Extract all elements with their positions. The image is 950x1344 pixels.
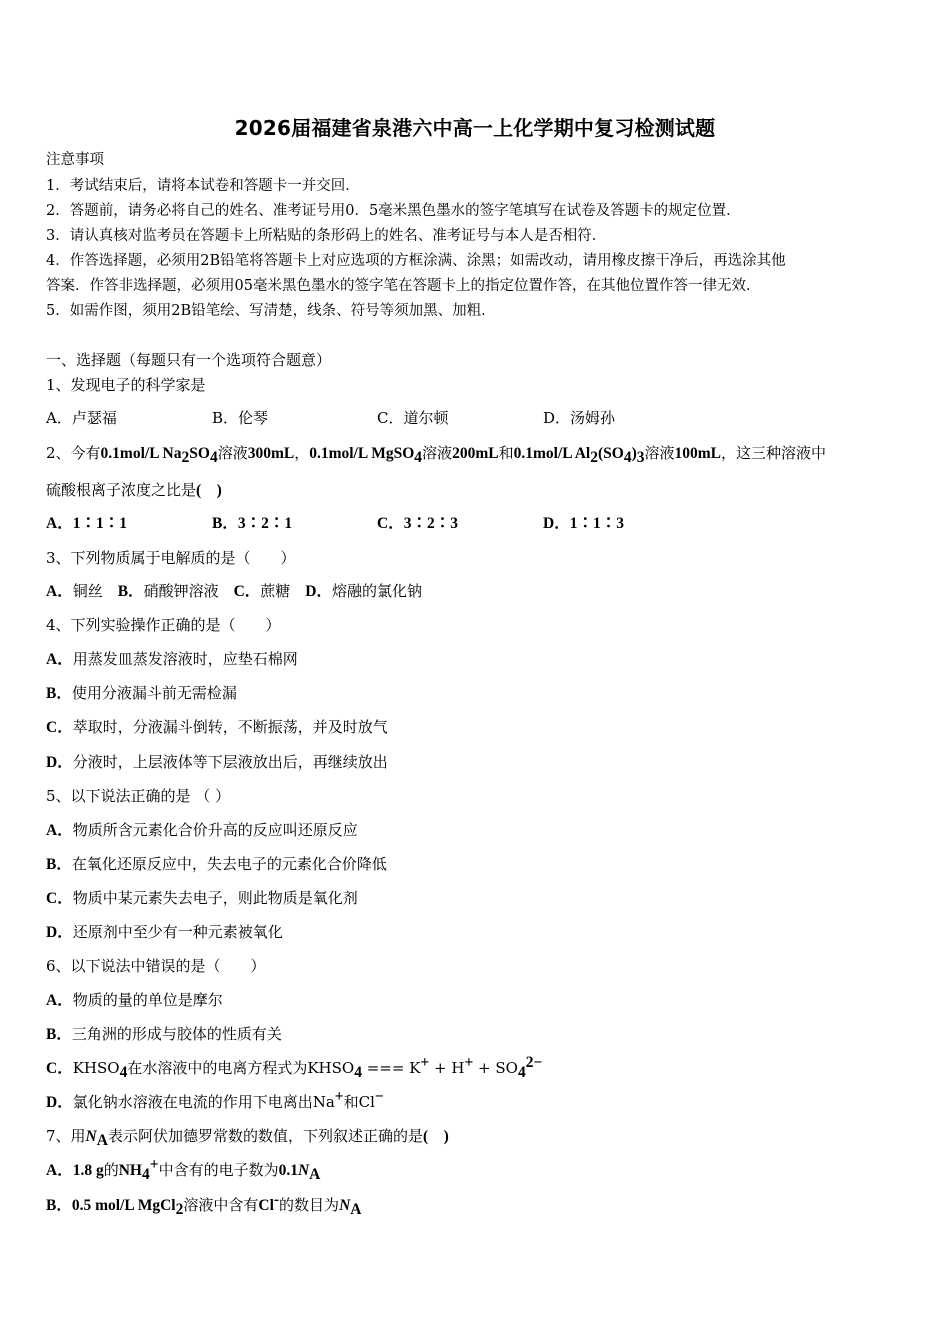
- text-segment: 0.1mol/L Na: [100, 445, 182, 462]
- answer-option: [46, 581, 422, 602]
- text-segment: 3: [636, 449, 645, 466]
- text-segment: B．: [46, 1026, 72, 1043]
- text-segment: 溶液: [217, 444, 248, 462]
- text-segment: A: [350, 1201, 362, 1218]
- text-segment: C．: [46, 719, 73, 736]
- text-segment: C．: [46, 890, 73, 907]
- text-segment: 熔融的氯化钠: [332, 582, 423, 600]
- answer-option: [46, 820, 358, 841]
- text-segment: 3、下列物质属于电解质的是（ ）: [46, 549, 296, 567]
- text-segment: A．: [46, 822, 73, 839]
- text-segment: 的: [103, 1161, 119, 1179]
- note-item: 1．考试结束后，请将本试卷和答题卡一并交回．: [46, 178, 360, 194]
- text-segment: 4: [141, 1166, 150, 1183]
- text-segment: N: [339, 1197, 351, 1214]
- question-text: [46, 480, 222, 501]
- text-segment: 溶液中含有: [183, 1196, 259, 1214]
- text-segment: A．: [46, 583, 73, 600]
- answer-option: [46, 1191, 362, 1218]
- text-segment: 萃取时，分液漏斗倒转，不断振荡，并及时放气: [72, 718, 388, 736]
- text-segment: ( ): [422, 1128, 449, 1145]
- text-segment: 300mL: [247, 445, 295, 462]
- text-segment: D．: [46, 754, 73, 771]
- answer-option: [46, 752, 388, 773]
- text-segment: A．: [46, 1162, 73, 1179]
- text-segment: A: [96, 1132, 108, 1149]
- question-text: [46, 956, 266, 976]
- text-segment: 0.5 mol/L MgCl: [71, 1197, 176, 1214]
- text-segment: 铜丝: [72, 582, 118, 600]
- text-segment: 和: [498, 444, 514, 462]
- note-item: 5．如需作图，须用2B铅笔绘、写清楚，线条、符号等须加黑、加粗．: [46, 303, 496, 319]
- note-item: 3．请认真核对监考员在答题卡上所粘贴的条形码上的姓名、准考证号与本人是否相符．: [46, 228, 607, 244]
- text-segment: 物质中某元素失去电子，则此物质是氧化剂: [72, 889, 358, 907]
- option-c: C．道尔顿: [377, 409, 449, 427]
- answer-option: [46, 683, 237, 704]
- answer-option: [46, 649, 298, 670]
- text-segment: SO: [189, 445, 210, 462]
- text-segment: 5、以下说法正确的是 （ ）: [46, 787, 231, 805]
- text-segment: +: [420, 1054, 430, 1071]
- note-item: 2．答题前，请务必将自己的姓名、准考证号用0．5毫米黑色墨水的签字笔填写在试卷及答题卡的规定位置．: [46, 203, 741, 219]
- question-text: [46, 1126, 449, 1147]
- text-segment: 4: [119, 1064, 128, 1081]
- text-segment: N: [297, 1162, 310, 1179]
- question-text: [46, 615, 281, 635]
- text-segment: 100mL: [674, 445, 722, 462]
- text-segment: ，: [294, 444, 310, 462]
- text-segment: 中含有的电子数为: [158, 1161, 279, 1179]
- text-segment: 0.1mol/L Al: [513, 445, 591, 462]
- text-segment: 4: [623, 449, 632, 466]
- text-segment: 硝酸钾溶液: [143, 582, 234, 600]
- answer-option: [46, 854, 387, 875]
- option-d: D．汤姆孙: [543, 409, 616, 427]
- text-segment: 表示阿伏加德罗常数的数值，下列叙述正确的是: [107, 1127, 423, 1145]
- text-segment: NH: [118, 1162, 142, 1179]
- answer-option: [46, 1156, 321, 1183]
- page-title: 2026届福建省泉港六中高一上化学期中复习检测试题: [234, 116, 716, 140]
- text-segment: === K: [361, 1059, 421, 1077]
- text-segment: Cl: [258, 1197, 274, 1214]
- text-segment: 1.8 g: [72, 1162, 104, 1179]
- text-segment: 4: [354, 1064, 362, 1081]
- text-segment: A: [309, 1166, 321, 1183]
- text-segment: 在水溶液中的电离方程式为KHSO: [127, 1059, 355, 1077]
- text-segment: D．: [46, 924, 73, 941]
- option-b: B．3∶2∶1: [212, 515, 293, 532]
- text-segment: C．: [233, 583, 261, 600]
- answer-option: [46, 990, 223, 1011]
- text-segment: 2、今有: [46, 444, 101, 462]
- text-segment: 0.1: [278, 1162, 298, 1179]
- text-segment: ): [631, 445, 637, 462]
- text-segment: 1、发现电子的科学家是: [46, 376, 206, 394]
- text-segment: D．: [305, 583, 332, 600]
- option-a: A．卢瑟福: [46, 409, 117, 427]
- text-segment: 200mL: [452, 445, 499, 462]
- text-segment: 0.1mol/L MgSO: [309, 445, 415, 462]
- question-text: [46, 443, 826, 464]
- text-segment: 三角洲的形成与胶体的性质有关: [71, 1025, 282, 1043]
- text-segment: 的数目为: [279, 1196, 340, 1214]
- text-segment: B．: [117, 583, 144, 600]
- text-segment: KHSO: [72, 1059, 120, 1077]
- option-b: B．伦琴: [212, 409, 269, 427]
- text-segment: 2: [175, 1201, 184, 1218]
- text-segment: −: [374, 1088, 384, 1105]
- text-segment: 氯化钠水溶液在电流的作用下电离出Na: [72, 1093, 335, 1111]
- text-segment: 和Cl: [343, 1093, 375, 1111]
- text-segment: (SO: [597, 445, 624, 462]
- text-segment: 2: [590, 449, 598, 466]
- text-segment: 溶液: [644, 444, 675, 462]
- text-segment: B．: [46, 1197, 72, 1214]
- notes-heading: 注意事项: [46, 152, 104, 168]
- text-segment: 在氧化还原反应中，失去电子的元素化合价降低: [71, 855, 387, 873]
- text-segment: 还原剂中至少有一种元素被氧化: [72, 923, 283, 941]
- option-d: D．1∶1∶3: [543, 515, 624, 532]
- answer-option: [46, 888, 358, 909]
- answer-option: [46, 717, 388, 738]
- text-segment: 物质所含元素化合价升高的反应叫还原反应: [72, 821, 358, 839]
- text-segment: N: [85, 1128, 97, 1145]
- text-segment: A．: [46, 651, 73, 668]
- text-segment: +: [149, 1156, 159, 1173]
- question-text: [46, 786, 230, 806]
- text-segment: 溶液: [422, 444, 453, 462]
- note-item: 答案．作答非选择题，必须用05毫米黑色墨水的签字笔在答题卡上的指定位置作答，在其他位置作答一律无效．: [46, 278, 761, 294]
- text-segment: 7、用: [46, 1127, 86, 1145]
- answer-option: [46, 1054, 543, 1081]
- text-segment: 4: [209, 449, 218, 466]
- text-segment: + H: [429, 1059, 465, 1077]
- text-segment: 4: [517, 1064, 526, 1081]
- question-text: [46, 548, 296, 568]
- text-segment: +: [464, 1054, 474, 1071]
- text-segment: C．: [46, 1060, 73, 1077]
- text-segment: 2−: [525, 1054, 543, 1071]
- answer-option: [46, 922, 283, 943]
- text-segment: 物质的量的单位是摩尔: [72, 991, 223, 1009]
- text-segment: ( ): [196, 482, 222, 499]
- text-segment: 硫酸根离子浓度之比是: [46, 481, 197, 499]
- option-c: C．3∶2∶3: [377, 515, 458, 532]
- text-segment: ，这三种溶液中: [721, 444, 827, 462]
- text-segment: B．: [46, 856, 72, 873]
- question-text: [46, 375, 206, 395]
- text-segment: B．: [46, 685, 72, 702]
- text-segment: 6、以下说法中错误的是（ ）: [46, 957, 266, 975]
- note-item: 4．作答选择题，必须用2B铅笔将答题卡上对应选项的方框涂满、涂黑；如需改动，请用橡皮擦干净后，再选涂其他: [46, 253, 786, 269]
- text-segment: 2: [181, 449, 190, 466]
- option-a: A．1∶1∶1: [46, 515, 127, 532]
- text-segment: A．: [46, 992, 73, 1009]
- text-segment: -: [273, 1191, 280, 1208]
- text-segment: D．: [46, 1094, 73, 1111]
- answer-option: [46, 1024, 282, 1045]
- text-segment: 分液时，上层液体等下层液放出后，再继续放出: [72, 753, 388, 771]
- section-heading: 一、选择题（每题只有一个选项符合题意）: [46, 351, 332, 369]
- text-segment: +: [334, 1088, 344, 1105]
- text-segment: 4、下列实验操作正确的是（ ）: [46, 616, 281, 634]
- text-segment: 4: [414, 449, 423, 466]
- answer-option: [46, 1088, 384, 1113]
- text-segment: 用蒸发皿蒸发溶液时，应垫石棉网: [72, 650, 298, 668]
- text-segment: 蔗糖: [260, 582, 306, 600]
- text-segment: + SO: [473, 1059, 518, 1077]
- text-segment: 使用分液漏斗前无需检漏: [71, 684, 237, 702]
